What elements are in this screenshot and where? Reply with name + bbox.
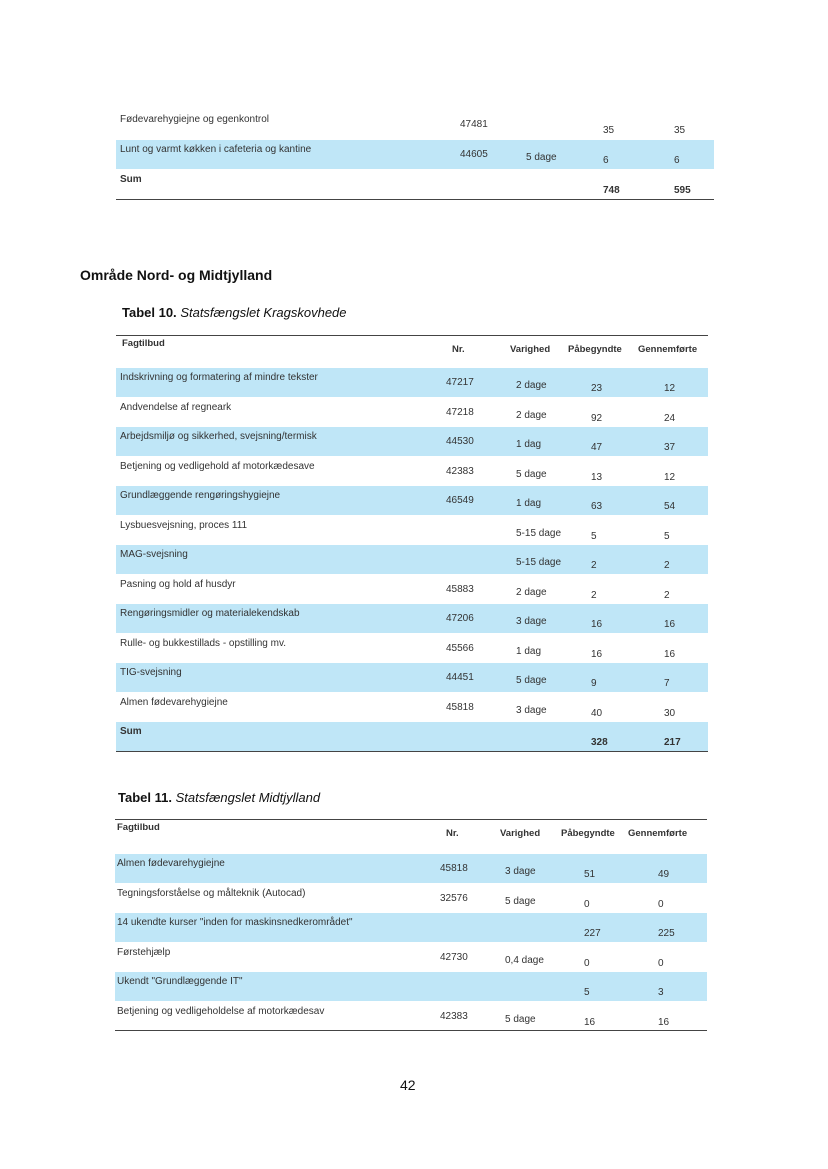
cell-fag: Arbejdsmiljø og sikkerhed, svejsning/termisk bbox=[120, 431, 317, 442]
cell-nr: 42730 bbox=[440, 951, 468, 963]
table-bottom-rule bbox=[116, 199, 714, 200]
cell-fag: Lysbuesvejsning, proces 111 bbox=[120, 519, 248, 531]
cell-fag: Sum bbox=[120, 174, 142, 185]
table11-caption bbox=[118, 790, 320, 805]
cell-pab: 92 bbox=[591, 412, 603, 424]
table-row bbox=[115, 884, 707, 913]
cell-fag: Tegningsforståelse og målteknik (Autocad) bbox=[117, 887, 306, 899]
cell-varighed: 0,4 dage bbox=[505, 954, 544, 966]
cell-fag: Betjening og vedligeholdelse af motorkædesav bbox=[117, 1005, 325, 1017]
cell-varighed: 1 dag bbox=[516, 439, 542, 450]
cell-varighed: 2 dage bbox=[516, 380, 547, 391]
cell-gen: 16 bbox=[658, 1016, 670, 1028]
header-top-rule bbox=[116, 335, 708, 336]
table-row bbox=[116, 604, 708, 633]
table-row bbox=[116, 110, 714, 139]
cell-varighed: 5 dage bbox=[505, 1013, 536, 1025]
cell-pab: 23 bbox=[591, 383, 603, 394]
table-row bbox=[116, 575, 708, 604]
table-row bbox=[115, 1002, 707, 1031]
cell-fag: Almen fødevarehygiejne bbox=[120, 696, 228, 708]
cell-fag: Fødevarehygiejne og egenkontrol bbox=[120, 114, 269, 125]
cell-pab: 16 bbox=[591, 619, 603, 630]
header-fag: Fagtilbud bbox=[122, 338, 165, 349]
cell-varighed: 2 dage bbox=[516, 586, 547, 598]
page-number: 42 bbox=[400, 1077, 416, 1093]
table-row bbox=[115, 913, 707, 942]
cell-nr: 45883 bbox=[446, 583, 474, 595]
cell-gen: 217 bbox=[664, 737, 681, 748]
cell-gen: 0 bbox=[658, 898, 664, 910]
cell-varighed: 5-15 dage bbox=[516, 557, 562, 568]
cell-varighed: 1 dag bbox=[516, 498, 542, 509]
table-row bbox=[115, 943, 707, 972]
cell-gen: 35 bbox=[674, 125, 686, 136]
table-row bbox=[116, 634, 708, 663]
cell-pab: 40 bbox=[591, 707, 603, 719]
sum-row bbox=[116, 722, 708, 751]
cell-pab: 63 bbox=[591, 501, 603, 512]
cell-nr: 47217 bbox=[446, 377, 474, 388]
cell-nr: 47206 bbox=[446, 613, 474, 624]
cell-nr: 42383 bbox=[440, 1010, 468, 1022]
cell-nr: 44605 bbox=[460, 149, 488, 160]
table-row bbox=[115, 854, 707, 883]
cell-pab: 748 bbox=[603, 185, 620, 196]
cell-pab: 5 bbox=[584, 987, 590, 998]
cell-pab: 9 bbox=[591, 678, 597, 689]
cell-varighed: 5 dage bbox=[526, 152, 557, 163]
cell-fag: Pasning og hold af husdyr bbox=[120, 578, 236, 590]
cell-pab: 51 bbox=[584, 869, 596, 880]
header-varighed: Varighed bbox=[500, 828, 541, 839]
header-top-rule bbox=[115, 819, 707, 820]
cell-gen: 16 bbox=[664, 619, 676, 630]
cell-fag: Andvendelse af regneark bbox=[120, 401, 232, 413]
cell-nr: 46549 bbox=[446, 495, 474, 506]
cell-pab: 0 bbox=[584, 957, 590, 969]
cell-fag: Sum bbox=[120, 726, 142, 737]
cell-gen: 6 bbox=[674, 155, 680, 166]
cell-gen: 16 bbox=[664, 648, 676, 660]
cell-pab: 6 bbox=[603, 155, 609, 166]
cell-pab: 2 bbox=[591, 589, 597, 601]
table-row bbox=[116, 427, 708, 456]
table-row bbox=[116, 516, 708, 545]
cell-fag: Rengøringsmidler og materialekendskab bbox=[120, 608, 300, 619]
cell-pab: 0 bbox=[584, 898, 590, 910]
cell-pab: 35 bbox=[603, 125, 615, 136]
cell-gen: 7 bbox=[664, 678, 670, 689]
table10-caption bbox=[122, 305, 347, 320]
table-row bbox=[116, 545, 708, 574]
cell-gen: 225 bbox=[658, 928, 675, 939]
cell-nr: 45566 bbox=[446, 642, 474, 654]
cell-varighed: 1 dag bbox=[516, 645, 542, 657]
cell-fag: 14 ukendte kurser "inden for maskinsnedkerområdet" bbox=[117, 917, 353, 928]
cell-nr: 42383 bbox=[446, 465, 474, 477]
cell-pab: 16 bbox=[584, 1016, 596, 1028]
cell-nr: 32576 bbox=[440, 892, 468, 904]
header-gen: Gennemførte bbox=[628, 828, 688, 839]
table-row bbox=[115, 972, 707, 1001]
cell-gen: 12 bbox=[664, 471, 676, 483]
header-fag: Fagtilbud bbox=[117, 822, 160, 833]
cell-gen: 595 bbox=[674, 185, 691, 196]
table10-caption-label: Tabel 10. bbox=[122, 305, 177, 320]
cell-nr: 45818 bbox=[440, 863, 468, 874]
cell-gen: 37 bbox=[664, 442, 676, 453]
cell-varighed: 2 dage bbox=[516, 409, 547, 421]
cell-fag: Grundlæggende rengøringshygiejne bbox=[120, 490, 281, 501]
cell-nr: 45818 bbox=[446, 701, 474, 713]
cell-varighed: 3 dage bbox=[516, 704, 547, 716]
cell-fag: Førstehjælp bbox=[117, 946, 171, 958]
cell-varighed: 3 dage bbox=[505, 866, 536, 877]
cell-nr: 47481 bbox=[460, 119, 488, 130]
cell-nr: 47218 bbox=[446, 406, 474, 418]
sum-row bbox=[116, 170, 714, 199]
cell-nr: 44530 bbox=[446, 436, 474, 447]
table11-caption-title: Statsfængslet Midtjylland bbox=[175, 790, 321, 805]
header-gen: Gennemførte bbox=[638, 344, 698, 355]
cell-fag: Lunt og varmt køkken i cafeteria og kantine bbox=[120, 144, 312, 155]
cell-pab: 13 bbox=[591, 471, 603, 483]
table11-caption-label: Tabel 11. bbox=[118, 790, 172, 805]
cell-gen: 2 bbox=[664, 560, 670, 571]
cell-fag: Almen fødevarehygiejne bbox=[117, 858, 225, 869]
table-row bbox=[116, 663, 708, 692]
cell-pab: 227 bbox=[584, 928, 601, 939]
cell-gen: 5 bbox=[664, 530, 670, 542]
cell-varighed: 3 dage bbox=[516, 616, 547, 627]
header-nr: Nr. bbox=[446, 828, 459, 839]
cell-pab: 328 bbox=[591, 737, 608, 748]
header-varighed: Varighed bbox=[510, 344, 551, 355]
cell-varighed: 5 dage bbox=[516, 675, 547, 686]
section-heading: Område Nord- og Midtjylland bbox=[80, 267, 273, 283]
table-row bbox=[116, 140, 714, 169]
cell-varighed: 5 dage bbox=[505, 895, 536, 907]
table-bottom-rule bbox=[116, 751, 708, 752]
cell-gen: 49 bbox=[658, 869, 670, 880]
cell-gen: 30 bbox=[664, 707, 676, 719]
cell-fag: Ukendt "Grundlæggende IT" bbox=[117, 976, 243, 987]
table-bottom-rule bbox=[115, 1030, 707, 1031]
table10-caption-title: Statsfængslet Kragskovhede bbox=[180, 305, 347, 320]
cell-gen: 3 bbox=[658, 987, 664, 998]
cell-gen: 0 bbox=[658, 957, 664, 969]
table-row bbox=[116, 486, 708, 515]
cell-pab: 2 bbox=[591, 560, 597, 571]
header-pab: Påbegyndte bbox=[568, 344, 622, 355]
cell-gen: 12 bbox=[664, 383, 676, 394]
cell-fag: Indskrivning og formatering af mindre tekster bbox=[120, 372, 318, 383]
cell-nr: 44451 bbox=[446, 672, 474, 683]
cell-pab: 47 bbox=[591, 442, 603, 453]
table-row bbox=[116, 457, 708, 486]
cell-gen: 24 bbox=[664, 412, 676, 424]
cell-fag: TIG-svejsning bbox=[120, 667, 182, 678]
header-pab: Påbegyndte bbox=[561, 828, 615, 839]
cell-gen: 54 bbox=[664, 501, 676, 512]
cell-fag: Rulle- og bukkestillads - opstilling mv. bbox=[120, 637, 286, 649]
table-row bbox=[116, 693, 708, 722]
table-row bbox=[116, 368, 708, 397]
header-nr: Nr. bbox=[452, 344, 465, 355]
cell-pab: 16 bbox=[591, 648, 603, 660]
cell-fag: MAG-svejsning bbox=[120, 549, 188, 560]
cell-varighed: 5 dage bbox=[516, 468, 547, 480]
cell-gen: 2 bbox=[664, 589, 670, 601]
cell-varighed: 5-15 dage bbox=[516, 527, 562, 539]
cell-fag: Betjening og vedligehold af motorkædesave bbox=[120, 460, 315, 472]
table-row bbox=[116, 398, 708, 427]
cell-pab: 5 bbox=[591, 530, 597, 542]
